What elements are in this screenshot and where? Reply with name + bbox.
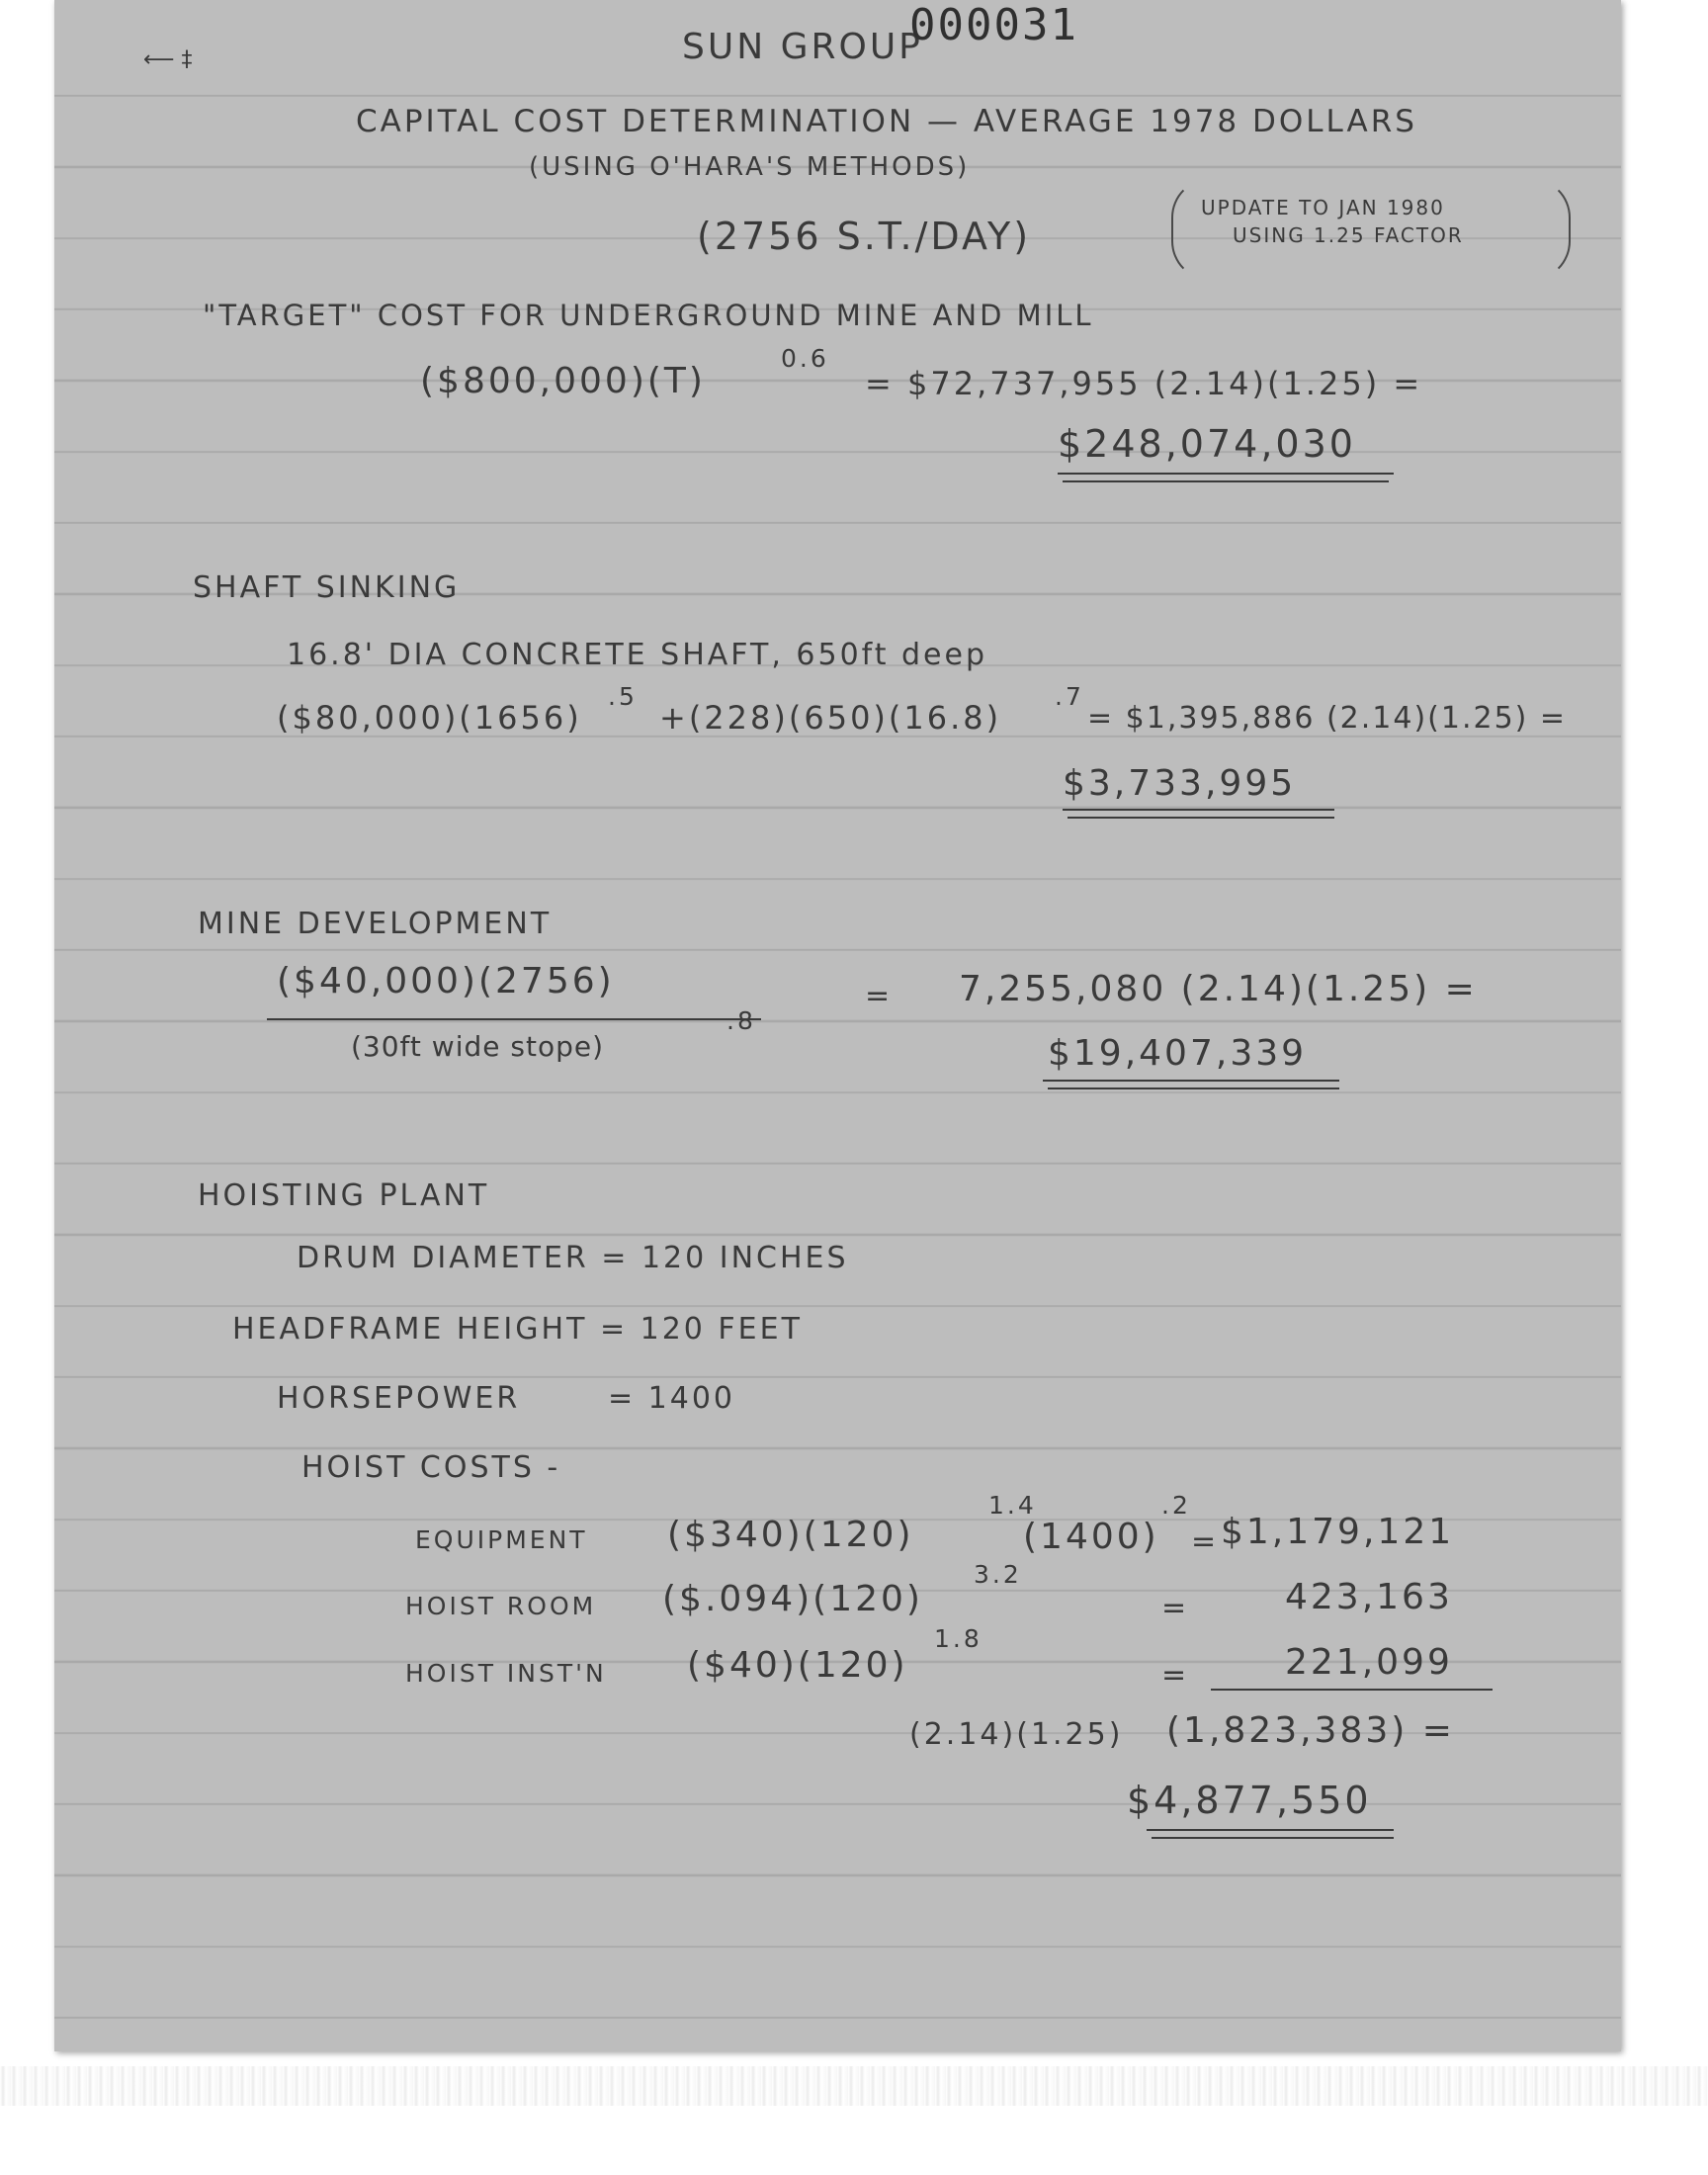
hoist-row-value: 423,163 — [1285, 1577, 1453, 1617]
update-note-line-2: USING 1.25 FACTOR — [1233, 223, 1464, 247]
horsepower-value: = 1400 — [608, 1381, 736, 1416]
hoist-subtotal: (1,823,383) = — [1166, 1710, 1455, 1751]
target-heading: "TARGET" COST FOR UNDERGROUND MINE AND MILL — [203, 299, 1094, 332]
development-denominator: (30ft wide stope) — [351, 1030, 604, 1063]
shaft-description: 16.8' DIA CONCRETE SHAFT, 650ft deep — [287, 638, 987, 672]
development-heading: MINE DEVELOPMENT — [198, 907, 553, 941]
shaft-heading: SHAFT SINKING — [193, 570, 461, 605]
hoist-row-value: 221,099 — [1285, 1642, 1453, 1683]
target-result-underline-2 — [1063, 480, 1389, 482]
headframe-height: HEADFRAME HEIGHT = 120 FEET — [232, 1312, 803, 1347]
hoist-costs-heading: HOIST COSTS - — [301, 1450, 561, 1485]
hoist-row-label: EQUIPMENT — [415, 1525, 588, 1554]
hoist-row-exponent-1: 1.8 — [934, 1624, 982, 1653]
page-title: SUN GROUP — [682, 27, 923, 67]
document-subheading: (USING O'HARA'S METHODS) — [529, 152, 971, 182]
hoist-row-equals: = — [1161, 1658, 1190, 1693]
development-equals: = — [865, 979, 894, 1013]
scan-artifact-strip — [0, 2066, 1708, 2106]
hoist-row-formula: ($340)(120) — [667, 1515, 914, 1555]
hoist-row-label: HOIST ROOM — [405, 1592, 597, 1620]
hoist-row-formula: ($40)(120) — [687, 1645, 908, 1686]
hoist-row-formula-2: (1400) — [1023, 1517, 1159, 1557]
target-formula-left: ($800,000)(T) — [420, 361, 706, 401]
shaft-result-underline-2 — [1068, 817, 1334, 819]
hoist-result-underline-1 — [1147, 1829, 1394, 1831]
development-result: $19,407,339 — [1048, 1033, 1308, 1074]
shaft-term-2: +(228)(650)(16.8) — [659, 699, 1002, 737]
hoist-row-value: $1,179,121 — [1221, 1512, 1455, 1552]
shaft-result-underline-1 — [1063, 809, 1334, 811]
horsepower-label: HORSEPOWER — [277, 1381, 521, 1416]
drum-diameter: DRUM DIAMETER = 120 INCHES — [297, 1241, 849, 1275]
target-exponent: 0.6 — [781, 344, 829, 373]
development-result-underline-2 — [1048, 1088, 1339, 1089]
target-formula-right: = $72,737,955 (2.14)(1.25) = — [865, 365, 1423, 402]
hoist-row-equals: = — [1161, 1591, 1190, 1625]
hoist-row-exponent-1: 1.4 — [988, 1491, 1037, 1520]
shaft-result: $3,733,995 — [1063, 763, 1297, 804]
pen-mark: ⟵ ‡ — [143, 47, 193, 72]
hoist-sum-rule — [1211, 1689, 1493, 1691]
hoisting-heading: HOISTING PLANT — [198, 1178, 490, 1213]
hoist-row-formula: ($.094)(120) — [662, 1579, 923, 1619]
bates-stamp: 000031 — [909, 0, 1078, 50]
development-result-underline-1 — [1043, 1080, 1339, 1082]
target-result: $248,074,030 — [1058, 422, 1356, 466]
shaft-exponent-1: .5 — [608, 682, 638, 711]
tonnage-rate: (2756 S.T./DAY) — [697, 215, 1032, 258]
hoist-row-equals: = — [1191, 1524, 1220, 1559]
shaft-equals: = $1,395,886 (2.14)(1.25) = — [1087, 701, 1568, 736]
hoist-result-underline-2 — [1152, 1837, 1394, 1839]
hoist-factor: (2.14)(1.25) — [909, 1717, 1124, 1752]
hoist-row-label: HOIST INST'N — [405, 1659, 607, 1688]
shaft-term-1: ($80,000)(1656) — [277, 699, 582, 737]
target-result-underline-1 — [1058, 473, 1394, 475]
hoist-row-exponent-1: 3.2 — [974, 1560, 1022, 1589]
document-heading: CAPITAL COST DETERMINATION — AVERAGE 1978 DOLLARS — [356, 104, 1417, 139]
hoist-result: $4,877,550 — [1127, 1779, 1372, 1822]
update-note-line-1: UPDATE TO JAN 1980 — [1201, 196, 1445, 219]
handwritten-page — [54, 0, 1621, 2051]
development-value: 7,255,080 (2.14)(1.25) = — [959, 969, 1478, 1009]
development-fraction-bar — [267, 1018, 761, 1020]
development-exponent: .8 — [726, 1006, 756, 1035]
development-numerator: ($40,000)(2756) — [277, 961, 615, 1001]
hoist-row-exponent-2: .2 — [1161, 1491, 1191, 1520]
shaft-exponent-2: .7 — [1055, 682, 1084, 711]
